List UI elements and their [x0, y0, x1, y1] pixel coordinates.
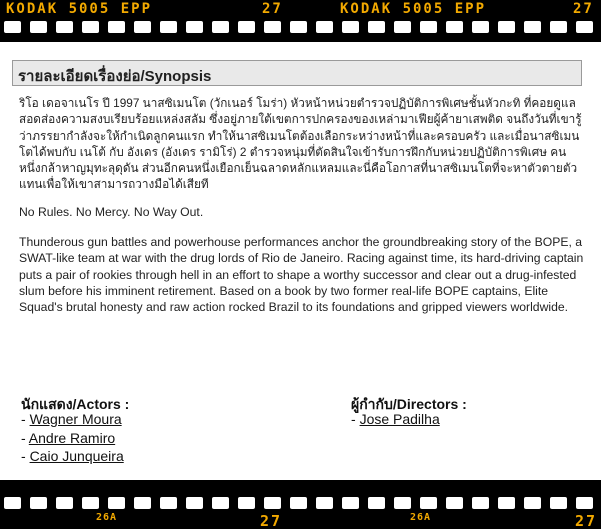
sprocket-hole [108, 497, 125, 509]
sprocket-hole [394, 21, 411, 33]
sprocket-hole [576, 21, 593, 33]
film-label-kodak: KODAK 5005 EPP [340, 1, 487, 17]
actors-list [21, 410, 124, 466]
tagline: No Rules. No Mercy. No Way Out. [19, 205, 204, 219]
film-strip-bottom [0, 480, 601, 529]
sprocket-hole [290, 497, 307, 509]
sprocket-hole [290, 21, 307, 33]
sprocket-hole [82, 497, 99, 509]
sprocket-hole [160, 497, 177, 509]
sprocket-hole [186, 21, 203, 33]
sprocket-hole [316, 21, 333, 33]
film-label-frame: 27 [260, 512, 283, 529]
sprocket-hole [420, 21, 437, 33]
synopsis-english-text: Thunderous gun battles and powerhouse performances anchor the groundbreaking story of the BOPE, a SWAT-like team at war with the drug lords of Rio de Janeiro. Racing against time, its hard-driving captain puts a pair of rookies through hell in an effort to shape a worthy successor and clear out a drug-infested slum before his imminent retirement. Based on a book by two former real-life BOPE captains, Elite Squad's brutal honesty and raw action rocked Brazil to its foundations and gripped viewers worldwide. [19, 235, 584, 315]
sprocket-hole [212, 21, 229, 33]
sprocket-hole [56, 497, 73, 509]
sprocket-hole [550, 497, 567, 509]
sprocket-hole [420, 497, 437, 509]
synopsis-panel [12, 42, 592, 480]
synopsis-title: รายละเอียดเรื่องย่อ/Synopsis [18, 68, 212, 85]
actor-link[interactable]: Wagner Moura [29, 411, 122, 427]
film-label-frame: 27 [573, 1, 594, 17]
director-link[interactable]: Jose Padilha [359, 411, 440, 427]
list-item: - Caio Junqueira [21, 448, 124, 464]
sprocket-hole [82, 21, 99, 33]
sprocket-hole [134, 497, 151, 509]
sprocket-hole [30, 497, 47, 509]
sprocket-hole [446, 497, 463, 509]
synopsis-header [12, 60, 582, 86]
list-item: - Andre Ramiro [21, 429, 116, 446]
sprocket-hole [524, 497, 541, 509]
sprocket-hole [4, 497, 21, 509]
sprocket-hole [186, 497, 203, 509]
film-label-frame: 27 [262, 1, 283, 17]
film-label-frame: 26A [410, 512, 432, 523]
sprocket-hole [498, 497, 515, 509]
sprocket-hole [56, 21, 73, 33]
sprocket-hole [238, 497, 255, 509]
sprocket-hole [524, 21, 541, 33]
film-label-frame: 26A [96, 512, 118, 523]
actor-link[interactable]: Andre Ramiro [28, 429, 116, 446]
sprocket-hole [394, 497, 411, 509]
sprocket-hole [498, 21, 515, 33]
sprocket-hole [368, 497, 385, 509]
list-item: - Wagner Moura [21, 411, 122, 427]
actor-link[interactable]: Caio Junqueira [29, 448, 124, 464]
sprocket-holes [0, 21, 601, 33]
film-strip-top [0, 0, 601, 42]
sprocket-hole [550, 21, 567, 33]
sprocket-hole [342, 497, 359, 509]
film-label-kodak: KODAK 5005 EPP [6, 1, 153, 17]
sprocket-hole [160, 21, 177, 33]
sprocket-hole [316, 497, 333, 509]
sprocket-hole [212, 497, 229, 509]
sprocket-hole [446, 21, 463, 33]
sprocket-hole [472, 21, 489, 33]
directors-title: ผู้กำกับ/Directors : [351, 396, 467, 412]
sprocket-hole [264, 21, 281, 33]
actors-title: นักแสดง/Actors : [21, 396, 130, 412]
sprocket-hole [264, 497, 281, 509]
sprocket-hole [30, 21, 47, 33]
sprocket-hole [342, 21, 359, 33]
film-label-frame: 27 [575, 512, 598, 529]
sprocket-hole [368, 21, 385, 33]
sprocket-hole [134, 21, 151, 33]
synopsis-thai-text: ริโอ เดอจาเนโร ปี 1997 นาสซิเมนโต (วักเนอร์ โมร่า) หัวหน้าหน่วยตำรวจปฏิบัติการพิเศษชั้นหัวกะทิ ที่คอยดูแลสอดส่องความสงบเรียบร้อยแหล่งสลัม ซึ่งอยู่ภายใต้เขตการปกครองของเหล่ามาเฟียผู้ค้ายาเสพติด จนถึงวันที่เขารู้ว่าภรรยากำลังจะให้กำเนิดลูกคนแรก ทำให้นาสซิเมนโตต้องเลือกระหว่างหน้าที่และครอบครัว และเมื่อนาสซิเมนโตได้พบกับ เนโต้ กับ อังเดร (อังเดร รามิโร่) 2 ตำรวจหนุ่มที่ตัดสินใจเข้ารับการฝึกกับหน่วยปฏิบัติการพิเศษ คนหนึ่งกล้าหาญมุทะลุดุดัน ส่วนอีกคนหนึ่งเยือกเย็นฉลาดหลักแหลมและนี่คือโอกาสที่นาสซิเมนโตที่จะหาตัวตายตัวแทนเพื่อให้เขาสามารถวางมือได้เสียที [19, 96, 582, 192]
sprocket-hole [108, 21, 125, 33]
sprocket-hole [472, 497, 489, 509]
sprocket-hole [4, 21, 21, 33]
list-item: - Jose Padilha [351, 411, 440, 427]
sprocket-holes [0, 497, 601, 509]
directors-list [351, 410, 440, 429]
sprocket-hole [576, 497, 593, 509]
sprocket-hole [238, 21, 255, 33]
